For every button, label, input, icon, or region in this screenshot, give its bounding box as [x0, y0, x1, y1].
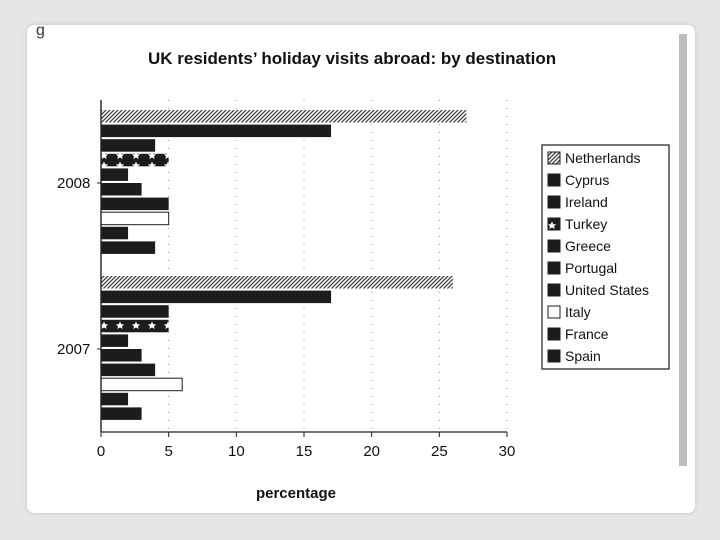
- legend-swatch: [548, 328, 560, 340]
- x-tick-label: 20: [363, 443, 381, 460]
- bar-2008-turkey: [101, 154, 169, 167]
- bar-2008-portugal: [101, 183, 142, 196]
- legend: [542, 145, 669, 369]
- bar-2007-united-states: [101, 364, 155, 377]
- bar-2007-cyprus: [101, 291, 331, 304]
- bar-2007-turkey: [101, 320, 169, 333]
- legend-label: Turkey: [565, 216, 608, 232]
- legend-label: France: [565, 326, 609, 342]
- category-labels: [57, 175, 101, 358]
- bar-2008-united-states: [101, 198, 169, 211]
- legend-swatch: [548, 196, 560, 208]
- corner-mark: g: [36, 22, 45, 39]
- x-tick-label: 15: [295, 443, 313, 460]
- bar-2007-italy: [101, 378, 182, 391]
- bar-2007-portugal: [101, 349, 142, 362]
- legend-swatch: [548, 350, 560, 362]
- legend-swatch: [548, 218, 560, 230]
- legend-swatch: [548, 262, 560, 274]
- legend-label: Portugal: [565, 260, 618, 276]
- x-tick-label: 25: [430, 443, 448, 460]
- legend-swatch: [548, 174, 560, 186]
- x-tick-label: 10: [227, 443, 245, 460]
- legend-label: United States: [565, 282, 650, 298]
- x-tick-label: 5: [164, 443, 173, 460]
- legend-swatch: [548, 284, 560, 296]
- legend-label: Netherlands: [565, 150, 641, 166]
- bar-2008-spain: [101, 241, 155, 254]
- bars-layer: [101, 110, 466, 420]
- x-axis-label: percentage: [255, 485, 337, 502]
- x-tick-label: 30: [498, 443, 516, 460]
- legend-label: Ireland: [565, 194, 608, 210]
- y-category-label: 2008: [57, 175, 91, 192]
- bar-2008-netherlands: [101, 110, 466, 123]
- bar-2007-spain: [101, 407, 142, 420]
- legend-label: Greece: [565, 238, 611, 254]
- bar-2007-france: [101, 393, 128, 406]
- legend-label: Italy: [565, 304, 591, 320]
- legend-swatch: [548, 306, 560, 318]
- bar-2008-france: [101, 227, 128, 240]
- x-tick-label: 0: [96, 443, 106, 460]
- legend-swatch: [548, 152, 560, 164]
- legend-label: Spain: [565, 348, 601, 364]
- bar-2007-ireland: [101, 305, 169, 318]
- y-category-label: 2007: [57, 341, 91, 358]
- bar-2008-italy: [101, 212, 169, 225]
- bar-2008-cyprus: [101, 125, 331, 138]
- legend-swatch: [548, 240, 560, 252]
- bar-2008-greece: [101, 168, 128, 181]
- bar-2007-netherlands: [101, 276, 453, 289]
- ticks-layer: [97, 432, 516, 460]
- legend-label: Cyprus: [565, 172, 610, 188]
- bar-2007-greece: [101, 334, 128, 347]
- chart-title: UK residents’ holiday visits abroad: by destination: [148, 49, 557, 68]
- bar-2008-ireland: [101, 139, 155, 152]
- grid-layer: [169, 100, 507, 432]
